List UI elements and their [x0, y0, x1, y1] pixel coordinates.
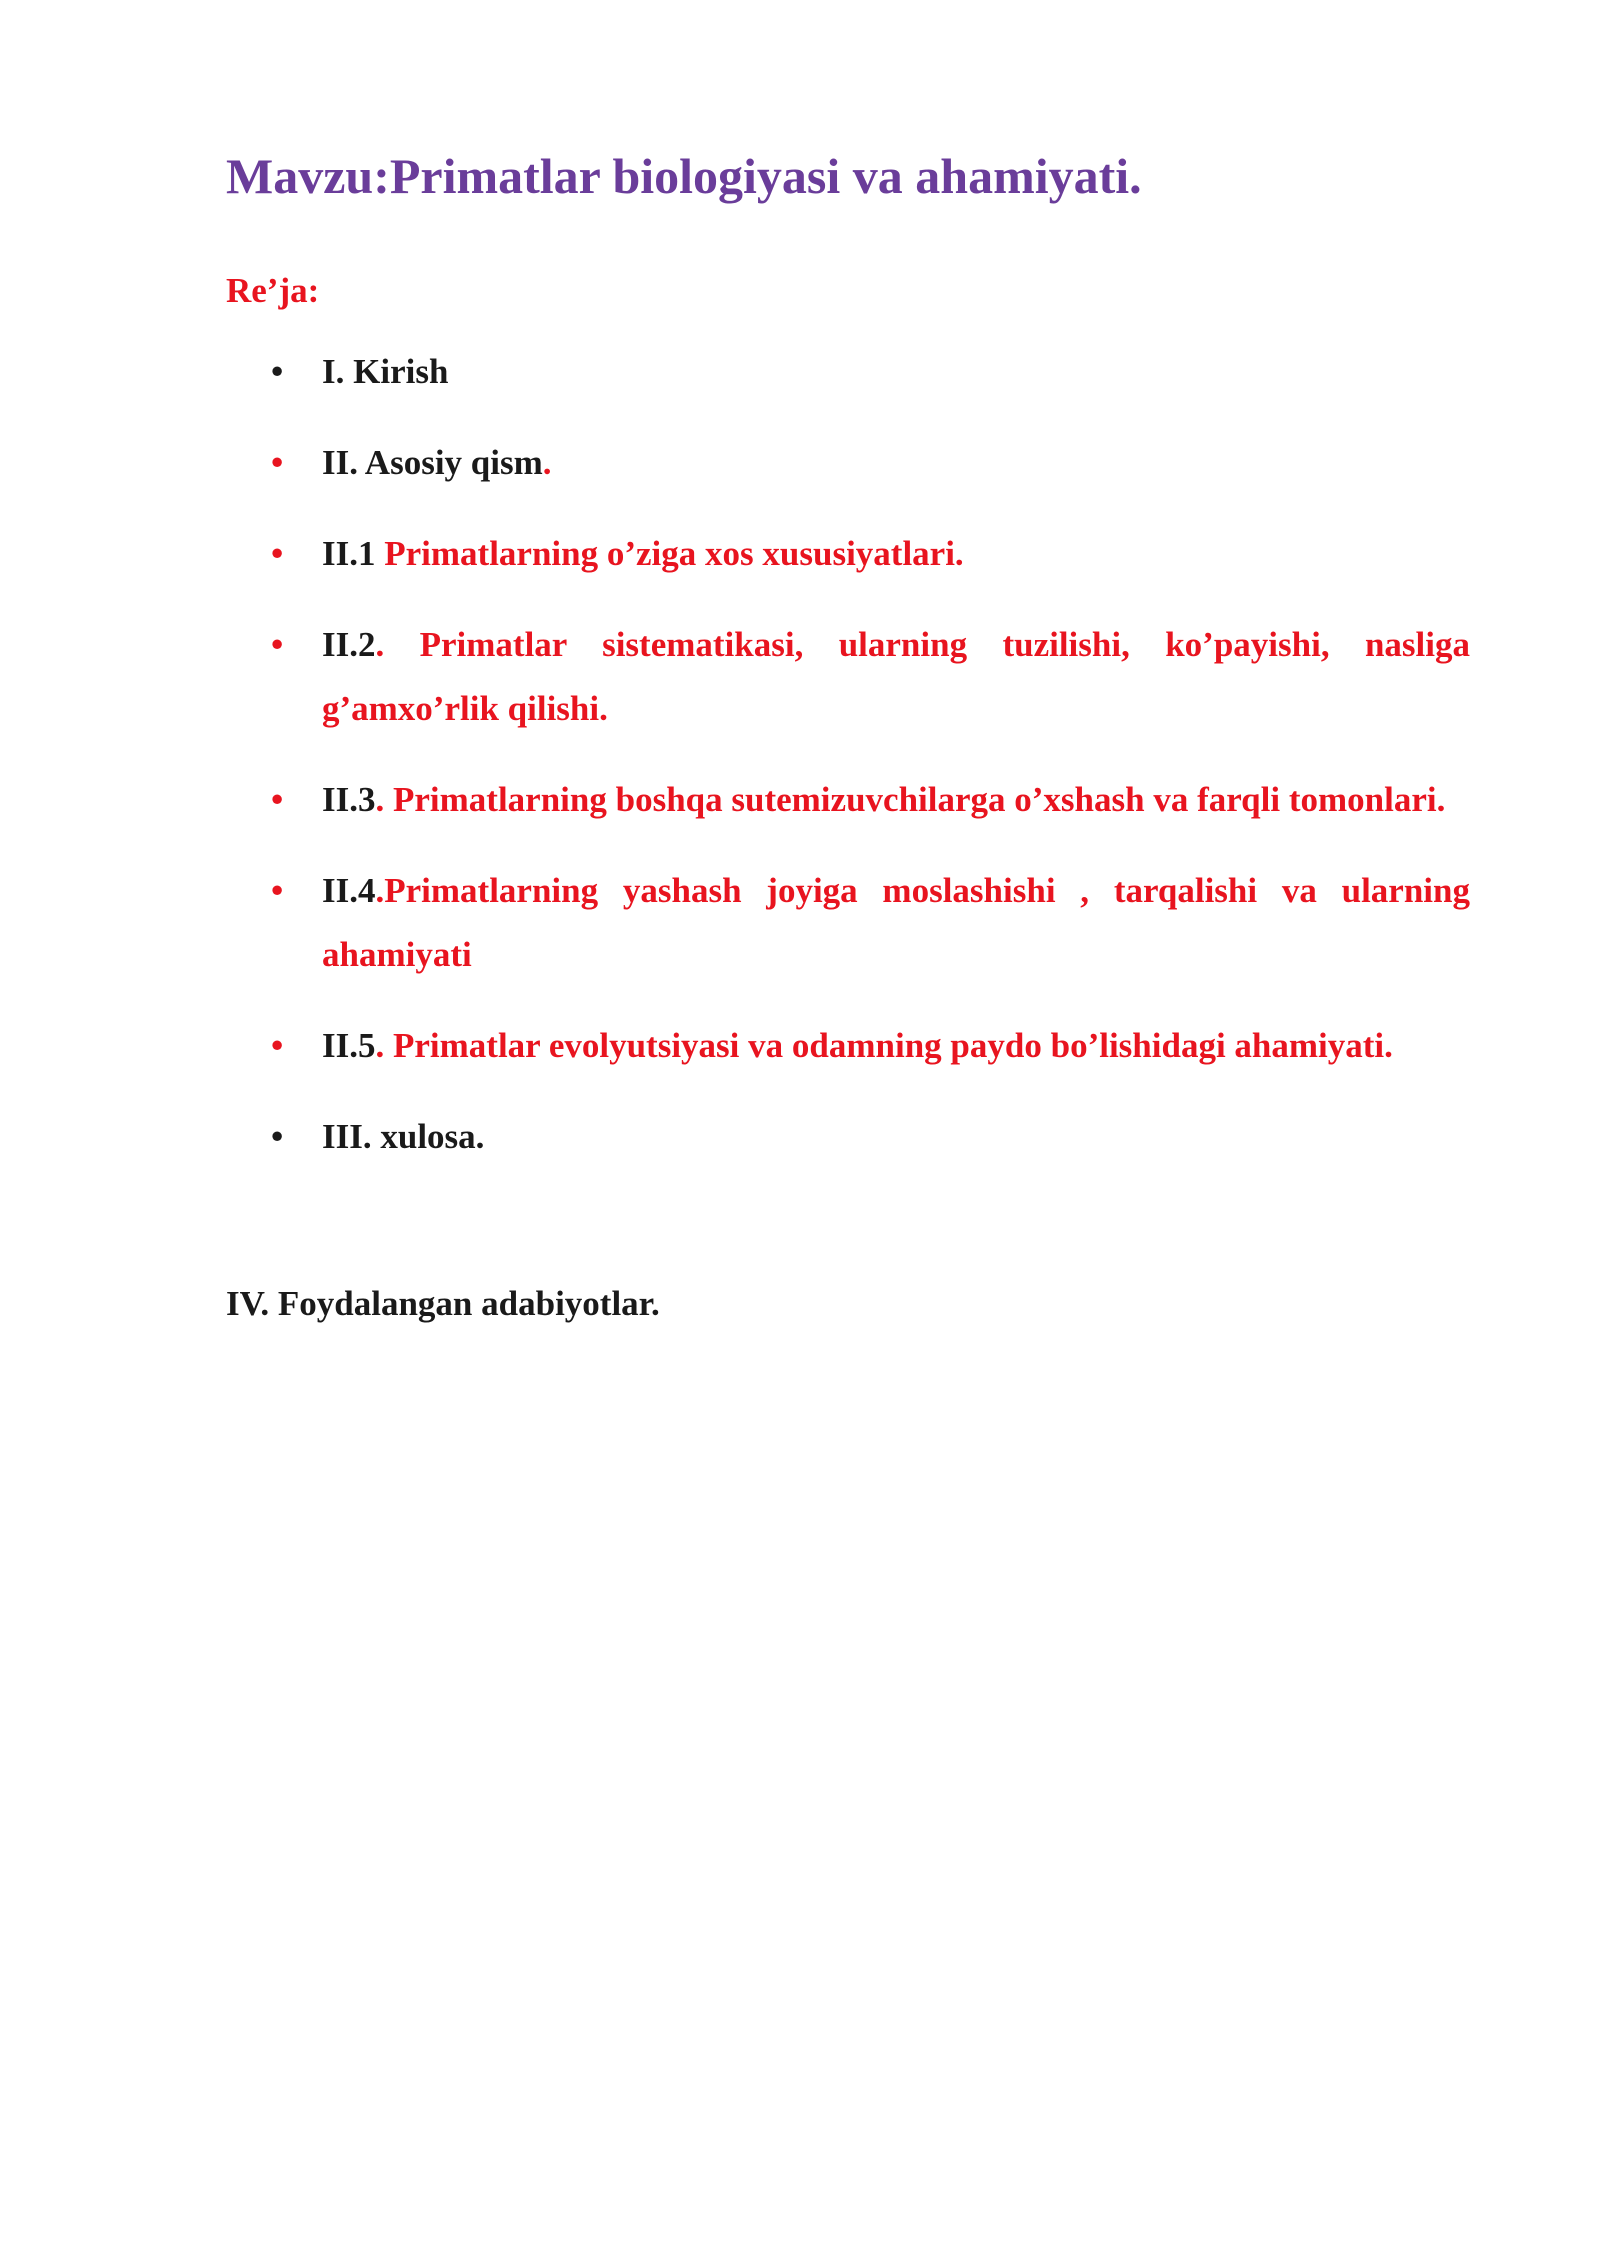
bullet-icon: • [271, 534, 284, 573]
plan-item-4 [226, 613, 1470, 741]
item-suffix: . [542, 443, 552, 482]
item-text: . Primatlar evolyutsiyasi va odamning paydo bo’lishidagi ahamiyati. [375, 1026, 1393, 1065]
item-number: I. Kirish [322, 352, 449, 391]
bullet-icon: • [271, 871, 284, 910]
plan-item-7 [226, 1014, 1470, 1078]
item-text: .Primatlarning yashash joyiga moslashishi , tarqalishi va ularning ahamiyati [322, 871, 1470, 974]
bullet-icon: • [271, 352, 284, 391]
plan-item-1 [226, 340, 1470, 404]
references-line: IV. Foydalangan adabiyotlar. [226, 1284, 660, 1323]
bullet-icon: • [271, 1026, 284, 1065]
plan-list [226, 340, 1470, 1196]
item-text: . Primatlar sistematikasi, ularning tuzilishi, ko’payishi, nasliga g’amxo’rlik qilishi. [322, 625, 1470, 728]
plan-item-2 [226, 431, 1470, 495]
item-number: II.2 [322, 625, 376, 664]
item-text: Primatlarning o’ziga xos xususiyatlari. [375, 534, 964, 573]
document-title: Mavzu:Primatlar biologiyasi va ahamiyati. [226, 148, 1142, 204]
plan-item-5 [226, 768, 1470, 832]
bullet-icon: • [271, 780, 284, 819]
item-number: II.5 [322, 1026, 376, 1065]
item-text: . Primatlarning boshqa sutemizuvchilarga o’xshash va farqli tomonlari. [375, 780, 1446, 819]
item-number: III. xulosa. [322, 1117, 485, 1156]
item-number: II. Asosiy qism [322, 443, 543, 482]
item-number: II.3 [322, 780, 376, 819]
bullet-icon: • [271, 443, 284, 482]
plan-item-6 [226, 859, 1470, 987]
plan-item-8 [226, 1105, 1470, 1169]
plan-heading: Re’ja: [226, 271, 320, 310]
bullet-icon: • [271, 625, 284, 664]
bullet-icon: • [271, 1117, 284, 1156]
item-number: II.1 [322, 534, 376, 573]
item-number: II.4 [322, 871, 376, 910]
plan-item-3 [226, 522, 1470, 586]
